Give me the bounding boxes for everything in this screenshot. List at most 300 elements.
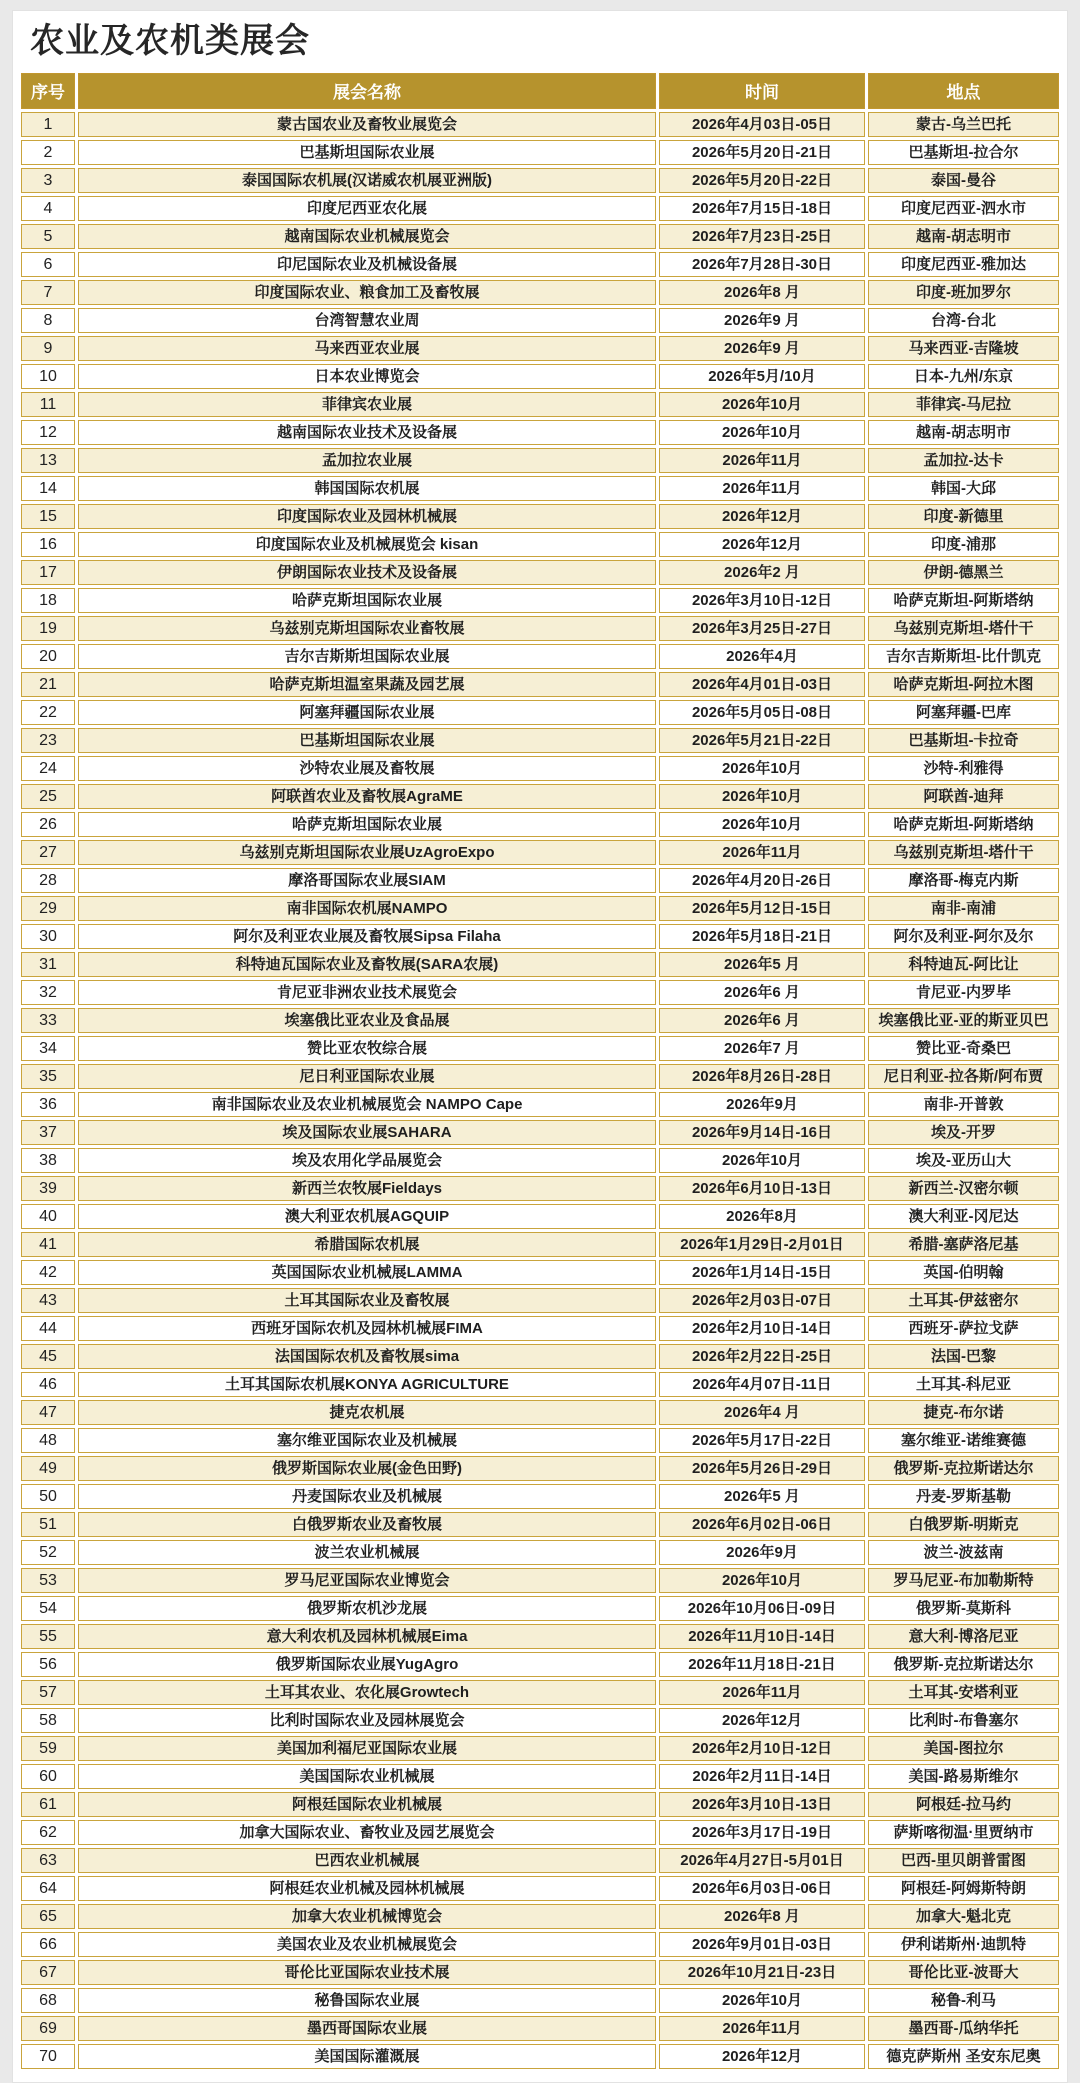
location-cell: 摩洛哥-梅克内斯 <box>868 868 1059 893</box>
date-cell: 2026年5月18日-21日 <box>659 924 865 949</box>
date-cell: 2026年9月14日-16日 <box>659 1120 865 1145</box>
exhibition-name-cell: 白俄罗斯农业及畜牧展 <box>78 1512 656 1537</box>
row-number-cell: 15 <box>21 504 75 529</box>
date-cell: 2026年3月17日-19日 <box>659 1820 865 1845</box>
location-cell: 意大利-博洛尼亚 <box>868 1624 1059 1649</box>
date-cell: 2026年12月 <box>659 504 865 529</box>
date-cell: 2026年5月12日-15日 <box>659 896 865 921</box>
location-cell: 哈萨克斯坦-阿斯塔纳 <box>868 588 1059 613</box>
date-cell: 2026年10月 <box>659 392 865 417</box>
date-cell: 2026年9月01日-03日 <box>659 1932 865 1957</box>
date-cell: 2026年5月21日-22日 <box>659 728 865 753</box>
table-row <box>21 1232 1059 1257</box>
row-number-cell: 20 <box>21 644 75 669</box>
row-number-cell: 2 <box>21 140 75 165</box>
exhibition-name-cell: 阿根廷国际农业机械展 <box>78 1792 656 1817</box>
exhibition-name-cell: 希腊国际农机展 <box>78 1232 656 1257</box>
table-row <box>21 2044 1059 2069</box>
row-number-cell: 1 <box>21 112 75 137</box>
row-number-cell: 41 <box>21 1232 75 1257</box>
row-number-cell: 37 <box>21 1120 75 1145</box>
date-cell: 2026年6月02日-06日 <box>659 1512 865 1537</box>
location-cell: 西班牙-萨拉戈萨 <box>868 1316 1059 1341</box>
table-row <box>21 896 1059 921</box>
row-number-cell: 34 <box>21 1036 75 1061</box>
table-row <box>21 784 1059 809</box>
table-row <box>21 336 1059 361</box>
table-row <box>21 840 1059 865</box>
exhibition-name-cell: 美国农业及农业机械展览会 <box>78 1932 656 1957</box>
exhibition-name-cell: 泰国国际农机展(汉诺威农机展亚洲版) <box>78 168 656 193</box>
location-cell: 德克萨斯州 圣安东尼奥 <box>868 2044 1059 2069</box>
location-cell: 哈萨克斯坦-阿拉木图 <box>868 672 1059 697</box>
exhibition-name-cell: 吉尔吉斯斯坦国际农业展 <box>78 644 656 669</box>
exhibition-name-cell: 印度国际农业及园林机械展 <box>78 504 656 529</box>
row-number-cell: 70 <box>21 2044 75 2069</box>
exhibition-name-cell: 丹麦国际农业及机械展 <box>78 1484 656 1509</box>
location-cell: 沙特-利雅得 <box>868 756 1059 781</box>
row-number-cell: 38 <box>21 1148 75 1173</box>
location-cell: 越南-胡志明市 <box>868 420 1059 445</box>
location-cell: 墨西哥-瓜纳华托 <box>868 2016 1059 2041</box>
row-number-cell: 62 <box>21 1820 75 1845</box>
location-cell: 埃及-开罗 <box>868 1120 1059 1145</box>
row-number-cell: 63 <box>21 1848 75 1873</box>
table-row <box>21 308 1059 333</box>
table-row <box>21 1260 1059 1285</box>
table-row <box>21 1568 1059 1593</box>
table-row <box>21 1680 1059 1705</box>
row-number-cell: 68 <box>21 1988 75 2013</box>
location-cell: 蒙古-乌兰巴托 <box>868 112 1059 137</box>
table-row <box>21 1848 1059 1873</box>
table-row <box>21 1456 1059 1481</box>
date-cell: 2026年1月14日-15日 <box>659 1260 865 1285</box>
exhibition-name-cell: 俄罗斯国际农业展(金色田野) <box>78 1456 656 1481</box>
table-body <box>21 112 1059 2069</box>
row-number-cell: 27 <box>21 840 75 865</box>
exhibition-name-cell: 阿联酋农业及畜牧展AgraME <box>78 784 656 809</box>
table-row <box>21 140 1059 165</box>
location-cell: 罗马尼亚-布加勒斯特 <box>868 1568 1059 1593</box>
location-cell: 土耳其-伊兹密尔 <box>868 1288 1059 1313</box>
row-number-cell: 6 <box>21 252 75 277</box>
date-cell: 2026年4月20日-26日 <box>659 868 865 893</box>
table-row <box>21 1540 1059 1565</box>
location-cell: 印度-新德里 <box>868 504 1059 529</box>
date-cell: 2026年2月22日-25日 <box>659 1344 865 1369</box>
table-row <box>21 672 1059 697</box>
location-cell: 阿塞拜疆-巴库 <box>868 700 1059 725</box>
exhibition-name-cell: 澳大利亚农机展AGQUIP <box>78 1204 656 1229</box>
location-cell: 印度-班加罗尔 <box>868 280 1059 305</box>
table-row <box>21 196 1059 221</box>
exhibition-name-cell: 南非国际农机展NAMPO <box>78 896 656 921</box>
exhibition-name-cell: 哈萨克斯坦国际农业展 <box>78 812 656 837</box>
row-number-cell: 49 <box>21 1456 75 1481</box>
date-cell: 2026年2 月 <box>659 560 865 585</box>
table-row <box>21 252 1059 277</box>
date-cell: 2026年8 月 <box>659 1904 865 1929</box>
table-row <box>21 112 1059 137</box>
exhibition-name-cell: 乌兹别克斯坦国际农业畜牧展 <box>78 616 656 641</box>
location-cell: 埃塞俄比亚-亚的斯亚贝巴 <box>868 1008 1059 1033</box>
table-row <box>21 1932 1059 1957</box>
location-cell: 泰国-曼谷 <box>868 168 1059 193</box>
exhibition-name-cell: 哥伦比亚国际农业技术展 <box>78 1960 656 1985</box>
exhibition-name-cell: 伊朗国际农业技术及设备展 <box>78 560 656 585</box>
date-cell: 2026年9月 <box>659 1540 865 1565</box>
date-cell: 2026年2月03日-07日 <box>659 1288 865 1313</box>
table-row <box>21 224 1059 249</box>
table-row <box>21 1372 1059 1397</box>
column-header-date: 时间 <box>659 73 865 109</box>
date-cell: 2026年4月07日-11日 <box>659 1372 865 1397</box>
date-cell: 2026年11月10日-14日 <box>659 1624 865 1649</box>
date-cell: 2026年6 月 <box>659 1008 865 1033</box>
date-cell: 2026年11月 <box>659 476 865 501</box>
date-cell: 2026年10月 <box>659 812 865 837</box>
table-row <box>21 560 1059 585</box>
exhibition-name-cell: 英国国际农业机械展LAMMA <box>78 1260 656 1285</box>
row-number-cell: 21 <box>21 672 75 697</box>
content-card <box>12 10 1068 2083</box>
row-number-cell: 66 <box>21 1932 75 1957</box>
table-row <box>21 448 1059 473</box>
table-header <box>21 73 1059 109</box>
date-cell: 2026年3月10日-13日 <box>659 1792 865 1817</box>
row-number-cell: 11 <box>21 392 75 417</box>
row-number-cell: 57 <box>21 1680 75 1705</box>
exhibition-name-cell: 意大利农机及园林机械展Eima <box>78 1624 656 1649</box>
location-cell: 俄罗斯-克拉斯诺达尔 <box>868 1456 1059 1481</box>
row-number-cell: 5 <box>21 224 75 249</box>
date-cell: 2026年10月 <box>659 1148 865 1173</box>
date-cell: 2026年1月29日-2月01日 <box>659 1232 865 1257</box>
location-cell: 俄罗斯-克拉斯诺达尔 <box>868 1652 1059 1677</box>
location-cell: 澳大利亚-冈尼达 <box>868 1204 1059 1229</box>
table-row <box>21 1036 1059 1061</box>
table-row <box>21 1960 1059 1985</box>
exhibition-name-cell: 马来西亚农业展 <box>78 336 656 361</box>
date-cell: 2026年2月11日-14日 <box>659 1764 865 1789</box>
row-number-cell: 50 <box>21 1484 75 1509</box>
date-cell: 2026年10月06日-09日 <box>659 1596 865 1621</box>
date-cell: 2026年5 月 <box>659 1484 865 1509</box>
table-row <box>21 1204 1059 1229</box>
table-row <box>21 1820 1059 1845</box>
table-row <box>21 1344 1059 1369</box>
location-cell: 波兰-波兹南 <box>868 1540 1059 1565</box>
row-number-cell: 26 <box>21 812 75 837</box>
row-number-cell: 23 <box>21 728 75 753</box>
location-cell: 美国-路易斯维尔 <box>868 1764 1059 1789</box>
row-number-cell: 18 <box>21 588 75 613</box>
table-row <box>21 616 1059 641</box>
location-cell: 希腊-塞萨洛尼基 <box>868 1232 1059 1257</box>
table-row <box>21 1148 1059 1173</box>
exhibition-name-cell: 土耳其农业、农化展Growtech <box>78 1680 656 1705</box>
exhibition-name-cell: 土耳其国际农业及畜牧展 <box>78 1288 656 1313</box>
row-number-cell: 39 <box>21 1176 75 1201</box>
exhibition-name-cell: 阿塞拜疆国际农业展 <box>78 700 656 725</box>
location-cell: 土耳其-安塔利亚 <box>868 1680 1059 1705</box>
row-number-cell: 42 <box>21 1260 75 1285</box>
location-cell: 新西兰-汉密尔顿 <box>868 1176 1059 1201</box>
location-cell: 韩国-大邱 <box>868 476 1059 501</box>
date-cell: 2026年12月 <box>659 2044 865 2069</box>
date-cell: 2026年6月10日-13日 <box>659 1176 865 1201</box>
table-row <box>21 1792 1059 1817</box>
location-cell: 印度-浦那 <box>868 532 1059 557</box>
date-cell: 2026年9月 <box>659 1092 865 1117</box>
date-cell: 2026年4月 <box>659 644 865 669</box>
table-row <box>21 532 1059 557</box>
table-row <box>21 1484 1059 1509</box>
exhibition-name-cell: 菲律宾农业展 <box>78 392 656 417</box>
exhibition-name-cell: 印度国际农业及机械展览会 kisan <box>78 532 656 557</box>
date-cell: 2026年3月10日-12日 <box>659 588 865 613</box>
exhibition-name-cell: 塞尔维亚国际农业及机械展 <box>78 1428 656 1453</box>
exhibition-name-cell: 俄罗斯国际农业展YugAgro <box>78 1652 656 1677</box>
date-cell: 2026年4月03日-05日 <box>659 112 865 137</box>
row-number-cell: 53 <box>21 1568 75 1593</box>
location-cell: 美国-图拉尔 <box>868 1736 1059 1761</box>
exhibition-name-cell: 日本农业博览会 <box>78 364 656 389</box>
exhibition-name-cell: 韩国国际农机展 <box>78 476 656 501</box>
row-number-cell: 25 <box>21 784 75 809</box>
row-number-cell: 19 <box>21 616 75 641</box>
location-cell: 土耳其-科尼亚 <box>868 1372 1059 1397</box>
location-cell: 孟加拉-达卡 <box>868 448 1059 473</box>
date-cell: 2026年6月03日-06日 <box>659 1876 865 1901</box>
row-number-cell: 30 <box>21 924 75 949</box>
table-row <box>21 1400 1059 1425</box>
exhibition-name-cell: 土耳其国际农机展KONYA AGRICULTURE <box>78 1372 656 1397</box>
table-row <box>21 1904 1059 1929</box>
date-cell: 2026年7月23日-25日 <box>659 224 865 249</box>
location-cell: 俄罗斯-莫斯科 <box>868 1596 1059 1621</box>
date-cell: 2026年9 月 <box>659 308 865 333</box>
location-cell: 埃及-亚历山大 <box>868 1148 1059 1173</box>
table-row <box>21 1652 1059 1677</box>
location-cell: 印度尼西亚-泗水市 <box>868 196 1059 221</box>
exhibition-name-cell: 阿根廷农业机械及园林机械展 <box>78 1876 656 1901</box>
location-cell: 阿尔及利亚-阿尔及尔 <box>868 924 1059 949</box>
exhibition-table <box>18 70 1062 2072</box>
exhibition-name-cell: 法国国际农机及畜牧展sima <box>78 1344 656 1369</box>
location-cell: 台湾-台北 <box>868 308 1059 333</box>
table-row <box>21 420 1059 445</box>
row-number-cell: 43 <box>21 1288 75 1313</box>
exhibition-name-cell: 美国国际灌溉展 <box>78 2044 656 2069</box>
exhibition-name-cell: 秘鲁国际农业展 <box>78 1988 656 2013</box>
location-cell: 巴西-里贝朗普雷图 <box>868 1848 1059 1873</box>
row-number-cell: 28 <box>21 868 75 893</box>
table-row <box>21 280 1059 305</box>
exhibition-name-cell: 孟加拉农业展 <box>78 448 656 473</box>
row-number-cell: 44 <box>21 1316 75 1341</box>
row-number-cell: 69 <box>21 2016 75 2041</box>
location-cell: 乌兹别克斯坦-塔什干 <box>868 616 1059 641</box>
exhibition-name-cell: 巴西农业机械展 <box>78 1848 656 1873</box>
row-number-cell: 35 <box>21 1064 75 1089</box>
date-cell: 2026年2月10日-12日 <box>659 1736 865 1761</box>
row-number-cell: 47 <box>21 1400 75 1425</box>
exhibition-name-cell: 埃及国际农业展SAHARA <box>78 1120 656 1145</box>
exhibition-name-cell: 尼日利亚国际农业展 <box>78 1064 656 1089</box>
table-row <box>21 1064 1059 1089</box>
exhibition-name-cell: 蒙古国农业及畜牧业展览会 <box>78 112 656 137</box>
date-cell: 2026年9 月 <box>659 336 865 361</box>
exhibition-name-cell: 台湾智慧农业周 <box>78 308 656 333</box>
location-cell: 南非-开普敦 <box>868 1092 1059 1117</box>
date-cell: 2026年10月 <box>659 756 865 781</box>
page-title: 农业及农机类展会 <box>30 22 310 60</box>
table-row <box>21 1764 1059 1789</box>
column-header-name: 展会名称 <box>78 73 656 109</box>
date-cell: 2026年2月10日-14日 <box>659 1316 865 1341</box>
table-row <box>21 1428 1059 1453</box>
row-number-cell: 22 <box>21 700 75 725</box>
exhibition-name-cell: 哈萨克斯坦国际农业展 <box>78 588 656 613</box>
exhibition-name-cell: 越南国际农业机械展览会 <box>78 224 656 249</box>
location-cell: 越南-胡志明市 <box>868 224 1059 249</box>
location-cell: 阿根廷-拉马约 <box>868 1792 1059 1817</box>
exhibition-name-cell: 南非国际农业及农业机械展览会 NAMPO Cape <box>78 1092 656 1117</box>
row-number-cell: 60 <box>21 1764 75 1789</box>
date-cell: 2026年11月 <box>659 1680 865 1705</box>
location-cell: 吉尔吉斯斯坦-比什凯克 <box>868 644 1059 669</box>
row-number-cell: 65 <box>21 1904 75 1929</box>
exhibition-name-cell: 阿尔及利亚农业展及畜牧展Sipsa Filaha <box>78 924 656 949</box>
date-cell: 2026年5 月 <box>659 952 865 977</box>
row-number-cell: 12 <box>21 420 75 445</box>
row-number-cell: 45 <box>21 1344 75 1369</box>
exhibition-name-cell: 新西兰农牧展Fieldays <box>78 1176 656 1201</box>
table-row <box>21 1008 1059 1033</box>
location-cell: 赞比亚-奇桑巴 <box>868 1036 1059 1061</box>
location-cell: 尼日利亚-拉各斯/阿布贾 <box>868 1064 1059 1089</box>
row-number-cell: 56 <box>21 1652 75 1677</box>
exhibition-name-cell: 埃及农用化学品展览会 <box>78 1148 656 1173</box>
exhibition-name-cell: 乌兹别克斯坦国际农业展UzAgroExpo <box>78 840 656 865</box>
row-number-cell: 58 <box>21 1708 75 1733</box>
exhibition-name-cell: 加拿大国际农业、畜牧业及园艺展览会 <box>78 1820 656 1845</box>
row-number-cell: 4 <box>21 196 75 221</box>
date-cell: 2026年11月 <box>659 448 865 473</box>
location-cell: 南非-南浦 <box>868 896 1059 921</box>
table-row <box>21 868 1059 893</box>
exhibition-name-cell: 罗马尼亚国际农业博览会 <box>78 1568 656 1593</box>
exhibition-name-cell: 俄罗斯农机沙龙展 <box>78 1596 656 1621</box>
table-row <box>21 1708 1059 1733</box>
date-cell: 2026年12月 <box>659 532 865 557</box>
exhibition-name-cell: 肯尼亚非洲农业技术展览会 <box>78 980 656 1005</box>
exhibition-name-cell: 埃塞俄比亚农业及食品展 <box>78 1008 656 1033</box>
date-cell: 2026年7月15日-18日 <box>659 196 865 221</box>
location-cell: 科特迪瓦-阿比让 <box>868 952 1059 977</box>
location-cell: 英国-伯明翰 <box>868 1260 1059 1285</box>
table-row <box>21 1736 1059 1761</box>
exhibition-name-cell: 美国国际农业机械展 <box>78 1764 656 1789</box>
table-row <box>21 924 1059 949</box>
exhibition-name-cell: 摩洛哥国际农业展SIAM <box>78 868 656 893</box>
date-cell: 2026年10月 <box>659 420 865 445</box>
location-cell: 白俄罗斯-明斯克 <box>868 1512 1059 1537</box>
row-number-cell: 33 <box>21 1008 75 1033</box>
date-cell: 2026年12月 <box>659 1708 865 1733</box>
location-cell: 菲律宾-马尼拉 <box>868 392 1059 417</box>
table-row <box>21 2016 1059 2041</box>
row-number-cell: 10 <box>21 364 75 389</box>
row-number-cell: 32 <box>21 980 75 1005</box>
table-row <box>21 700 1059 725</box>
column-header-number: 序号 <box>21 73 75 109</box>
location-cell: 巴基斯坦-卡拉奇 <box>868 728 1059 753</box>
row-number-cell: 16 <box>21 532 75 557</box>
table-row <box>21 476 1059 501</box>
table-row <box>21 756 1059 781</box>
location-cell: 比利时-布鲁塞尔 <box>868 1708 1059 1733</box>
location-cell: 巴基斯坦-拉合尔 <box>868 140 1059 165</box>
row-number-cell: 24 <box>21 756 75 781</box>
location-cell: 印度尼西亚-雅加达 <box>868 252 1059 277</box>
location-cell: 日本-九州/东京 <box>868 364 1059 389</box>
date-cell: 2026年5月/10月 <box>659 364 865 389</box>
table-row <box>21 812 1059 837</box>
table-row <box>21 952 1059 977</box>
exhibition-name-cell: 巴基斯坦国际农业展 <box>78 728 656 753</box>
date-cell: 2026年10月21日-23日 <box>659 1960 865 1985</box>
date-cell: 2026年10月 <box>659 1568 865 1593</box>
location-cell: 秘鲁-利马 <box>868 1988 1059 2013</box>
exhibition-name-cell: 巴基斯坦国际农业展 <box>78 140 656 165</box>
table-row <box>21 1176 1059 1201</box>
date-cell: 2026年3月25日-27日 <box>659 616 865 641</box>
exhibition-name-cell: 印度国际农业、粮食加工及畜牧展 <box>78 280 656 305</box>
exhibition-name-cell: 加拿大农业机械博览会 <box>78 1904 656 1929</box>
table-row <box>21 644 1059 669</box>
date-cell: 2026年5月17日-22日 <box>659 1428 865 1453</box>
location-cell: 伊朗-德黑兰 <box>868 560 1059 585</box>
exhibition-name-cell: 赞比亚农牧综合展 <box>78 1036 656 1061</box>
table-row <box>21 728 1059 753</box>
location-cell: 捷克-布尔诺 <box>868 1400 1059 1425</box>
header-row <box>21 73 1059 109</box>
date-cell: 2026年11月 <box>659 2016 865 2041</box>
table-row <box>21 1988 1059 2013</box>
location-cell: 哈萨克斯坦-阿斯塔纳 <box>868 812 1059 837</box>
row-number-cell: 3 <box>21 168 75 193</box>
exhibition-name-cell: 越南国际农业技术及设备展 <box>78 420 656 445</box>
date-cell: 2026年5月26日-29日 <box>659 1456 865 1481</box>
exhibition-name-cell: 印尼国际农业及机械设备展 <box>78 252 656 277</box>
table-row <box>21 1092 1059 1117</box>
row-number-cell: 55 <box>21 1624 75 1649</box>
row-number-cell: 46 <box>21 1372 75 1397</box>
row-number-cell: 17 <box>21 560 75 585</box>
row-number-cell: 59 <box>21 1736 75 1761</box>
exhibition-name-cell: 沙特农业展及畜牧展 <box>78 756 656 781</box>
date-cell: 2026年4 月 <box>659 1400 865 1425</box>
location-cell: 加拿大-魁北克 <box>868 1904 1059 1929</box>
table-row <box>21 588 1059 613</box>
date-cell: 2026年5月05日-08日 <box>659 700 865 725</box>
row-number-cell: 52 <box>21 1540 75 1565</box>
date-cell: 2026年7 月 <box>659 1036 865 1061</box>
date-cell: 2026年10月 <box>659 784 865 809</box>
